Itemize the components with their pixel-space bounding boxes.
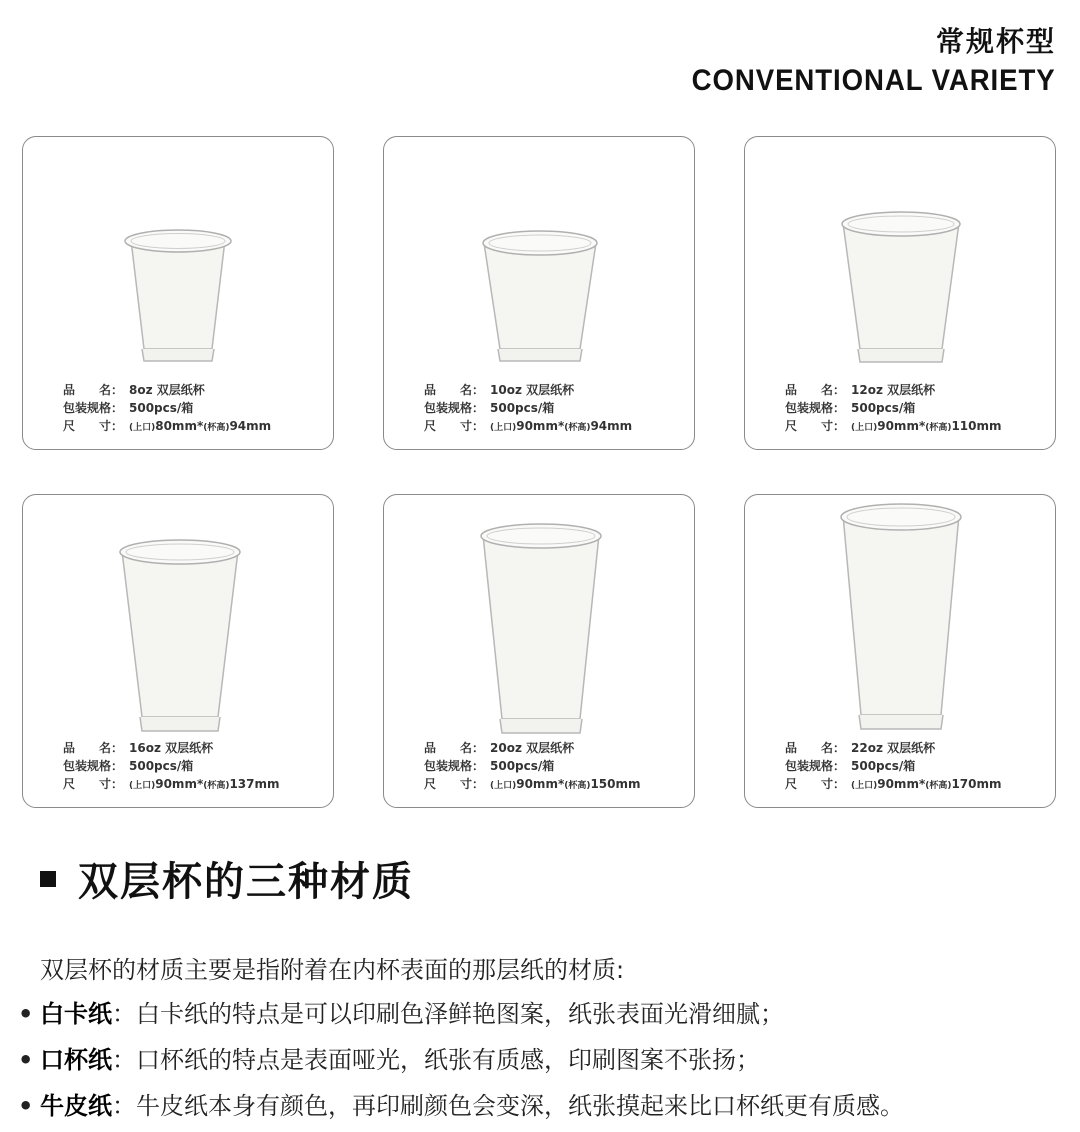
product-info: 品 名： 22oz 双层纸杯 包装规格： 500pcs/箱 尺 寸： (上口)90mm*(杯高)170mm <box>785 741 1002 791</box>
product-card-12oz <box>744 136 1056 450</box>
product-pack: 500pcs/箱 <box>129 401 194 415</box>
material-desc: ：口杯纸的特点是表面哑光，纸张有质感，印刷图案不张扬； <box>112 1046 760 1074</box>
product-card-8oz <box>22 136 334 450</box>
product-name: 16oz 双层纸杯 <box>129 741 214 755</box>
product-pack: 500pcs/箱 <box>490 759 555 773</box>
product-card-22oz <box>744 494 1056 808</box>
page-header <box>660 20 1056 98</box>
product-pack: 500pcs/箱 <box>851 401 916 415</box>
materials-list <box>18 994 904 1132</box>
material-term: 口杯纸 <box>40 1046 112 1074</box>
product-card-10oz <box>383 136 695 450</box>
product-pack: 500pcs/箱 <box>490 401 555 415</box>
material-term: 牛皮纸 <box>40 1092 112 1120</box>
section-heading <box>40 850 414 907</box>
list-item <box>18 1040 904 1086</box>
product-pack: 500pcs/箱 <box>851 759 916 773</box>
product-name: 10oz 双层纸杯 <box>490 383 575 397</box>
material-term: 白卡纸 <box>40 1000 112 1028</box>
header-title-cn: 常规杯型 <box>935 25 1056 58</box>
list-item <box>18 994 904 1040</box>
product-name: 20oz 双层纸杯 <box>490 741 575 755</box>
list-item <box>18 1086 904 1132</box>
bullet-icon: • <box>18 1000 34 1028</box>
product-name: 8oz 双层纸杯 <box>129 383 205 397</box>
product-pack: 500pcs/箱 <box>129 759 194 773</box>
product-card-20oz <box>383 494 695 808</box>
material-desc: ：白卡纸的特点是可以印刷色泽鲜艳图案，纸张表面光滑细腻； <box>112 1000 784 1028</box>
product-info: 品 名： 8oz 双层纸杯 包装规格： 500pcs/箱 尺 寸： (上口)80mm*(杯高)94mm <box>63 383 272 433</box>
product-info: 品 名： 12oz 双层纸杯 包装规格： 500pcs/箱 尺 寸： (上口)90mm*(杯高)110mm <box>785 383 1002 433</box>
section-title: 双层杯的三种材质 <box>78 859 414 905</box>
product-info: 品 名： 10oz 双层纸杯 包装规格： 500pcs/箱 尺 寸： (上口)90mm*(杯高)94mm <box>424 383 633 433</box>
intro-text: 双层杯的材质主要是指附着在内杯表面的那层纸的材质: <box>40 956 625 984</box>
product-card-16oz <box>22 494 334 808</box>
product-name: 22oz 双层纸杯 <box>851 741 936 755</box>
header-title-en: CONVENTIONAL VARIETY <box>692 64 1056 97</box>
square-bullet-icon <box>40 871 56 887</box>
material-desc: ：牛皮纸本身有颜色，再印刷颜色会变深，纸张摸起来比口杯纸更有质感。 <box>112 1092 904 1120</box>
bullet-icon: • <box>18 1092 34 1120</box>
product-info: 品 名： 20oz 双层纸杯 包装规格： 500pcs/箱 尺 寸： (上口)90mm*(杯高)150mm <box>424 741 641 791</box>
product-info: 品 名： 16oz 双层纸杯 包装规格： 500pcs/箱 尺 寸： (上口)90mm*(杯高)137mm <box>63 741 280 791</box>
product-name: 12oz 双层纸杯 <box>851 383 936 397</box>
bullet-icon: • <box>18 1046 34 1074</box>
